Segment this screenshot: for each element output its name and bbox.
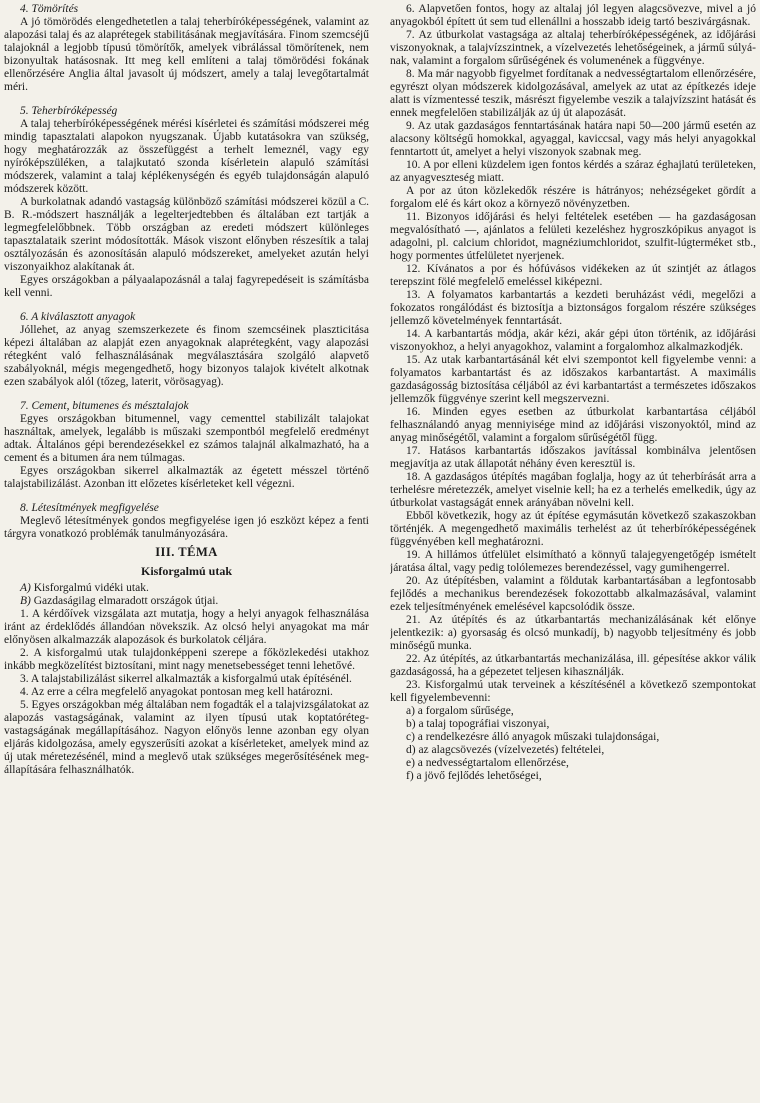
theme-item-a (4, 582, 369, 595)
list-item-c: c) a rendelkezésre álló anyagok műszaki tulajdonságai, (406, 731, 660, 743)
section-4-heading: 4. Tömörítés (20, 3, 79, 15)
numbered-paragraph-17: 17. Hatásos karbantartás időszakos javítással kombinálva jelentősen megjavítja az utak állapotát néhány éven keresztül is. (390, 445, 756, 470)
section-7-paragraph-1: Egyes országokban bitumennel, vagy cementtel stabilizált talajokat használtak, amelyek, legalább is műszaki szempontból megfelelő eredményt adtak. Általános gépi berendezésekkel ez számos talajnál alkalmazható, ha a cement és a bitumen ára nem túlmagas. (4, 413, 369, 464)
numbered-paragraph-4: 4. Az erre a célra megfelelő anyagokat pontosan meg kell határozni. (20, 686, 333, 698)
paragraph-10-continuation: A por az úton közlekedők részére is hátrányos; nehézségeket gördít a forgalom elé és kárt okoz a környező növényzetben. (390, 185, 756, 210)
right-column (390, 3, 756, 1103)
numbered-paragraph-2: 2. A kisforgalmú utak tulajdonképpeni szerepe a főközlekedési utakhoz inkább megközelítést biztosítani, mint nagy menetsebességet tenni lehetővé. (4, 647, 369, 672)
theme-item-b (4, 595, 369, 608)
section-5-paragraph-1: A talaj teherbíróképességének mérési kísérletei és számítási módszerei még mindig tapasztalati alapokon nyugszanak. Újabb kutatásokra van szükség, hogy meghatározzák az összefüggést a terhelt lemeznél, vagy egy nyíróképszüléken, a talajkutató szonda kísérletein alapuló számítási módszerek, valamint a talaj képlékenységén és egyéb tulajdonságán alapuló módszerek között. (4, 118, 369, 195)
numbered-paragraph-8: 8. Ma már nagyobb figyelmet fordítanak a nedvességtartalom ellenőrzésére, egyrészt olyan módszerek kidolgozásával, amelyek az utat az építkezés ideje alatt is vízmentessé teszik, másrészt figyelembe veszik a talajvízszint hatását és ennek megfelelően stabilizálják az új út alapozását. (390, 68, 756, 119)
list-item-f: f) a jövő fejlődés lehetőségei, (406, 770, 542, 782)
numbered-paragraph-1: 1. A kérdőívek vizsgálata azt mutatja, hogy a helyi anyagok felhasználása iránt az érdeklődés állandóan növekszik. Az olcsó helyi anyagokat ma már előnyösen alkalmazzák alapozások és burkolatok céljára. (4, 608, 369, 646)
numbered-paragraph-7: 7. Az útburkolat vastagsága az altalaj teherbíróképességének, az időjárási viszonyoknak, a talajvízszintnek, a vízelvezetés lehetőségeinek, a jármű súlyának, valamint a forgalom sűrűségének és volumenének a függvénye. (390, 29, 756, 67)
numbered-paragraph-12: 12. Kívánatos a por és hófúvásos vidékeken az út szintjét az átlagos terepszint fölé megfelelő emeléssel kiképezni. (390, 263, 756, 288)
theme-item-a-label: A) (20, 582, 31, 594)
left-column (4, 3, 369, 1103)
numbered-paragraph-15: 15. Az utak karbantartásánál két elvi szempontot kell figyelembe venni: a folyamatos karbantartást és az időszakos karbantartást. A maximális gazdaságosság biztosítása céljából az évi karbantartást a természetes időszakos jellemzők függvénye szerint kell megszervezni. (390, 354, 756, 405)
list-item-b: b) a talaj topográfiai viszonyai, (406, 718, 550, 730)
theme-item-b-text: Gazdaságilag elmaradott országok útjai. (33, 595, 219, 607)
numbered-paragraph-22: 22. Az útépítés, az útkarbantartás mechanizálása, ill. gépesítése akkor válik gazdaságossá, ha a gépezetet teljesen kihasználják. (390, 653, 756, 678)
theme-item-b-label: B) (20, 595, 31, 607)
numbered-paragraph-20: 20. Az útépítésben, valamint a földutak karbantartásában a legfontosabb fejlődés a mechanikus berendezések fokozottabb alkalmazásával, valamint ezek teljesítményének emelésével kapcsolódik össze. (390, 575, 756, 613)
paragraph-18-continuation: Ebből következik, hogy az út építése egymásután következő szakaszokban történjék. A megengedhető maximális terhelést az út teherbíróképességének függvényében kell meghatározni. (390, 510, 756, 548)
numbered-paragraph-16: 16. Minden egyes esetben az útburkolat karbantartása céljából felhasználandó anyag menniyisége mind az időjárási viszonyoktól, mind az anyag minőségétől, valamint a forgalom sűrűségétől függ. (390, 406, 756, 444)
section-6-heading: 6. A kiválasztott anyagok (20, 311, 136, 323)
section-5-paragraph-2: A burkolatnak adandó vastagság különböző számítási módszerei közül a C. B. R.-módszert használják a legelterjedtebben és általában ezt tartják a legmegfelelőbbnek. Több országban az eredeti módszert különleges tapasztalataik szerint módosították. Mások viszont előnyben részesítik a talaj osztályozásán és azonosításán alapuló módszereket, amelyeket azután helyi viszonyaikhoz alakítanak át. (4, 196, 369, 273)
numbered-paragraph-18: 18. A gazdaságos útépítés magában foglalja, hogy az út teherbírását arra a terhelésre méretezzék, amelyet viselnie kell; ha ez a terhelés emelkedik, úgy az útburkolat vastagságát ennek arányában növelni kell. (390, 471, 756, 509)
numbered-paragraph-9: 9. Az utak gazdaságos fenntartásának határa napi 50—200 jármű esetén az alacsony költségű homokkal, agyaggal, kaviccsal, vagy más helyi anyagokkal fenntartott út, amelyet a helyi viszonyok szabnak meg. (390, 120, 756, 158)
numbered-paragraph-23: 23. Kisforgalmú utak terveinek a készítésénél a következő szempontokat kell figyelembevenni: (390, 679, 756, 704)
numbered-paragraph-13: 13. A folyamatos karbantartás a kezdeti beruházást védi, megelőzi a fokozatos rongálódást és biztosítja a biztonságos forgalom részére szükséges jellemző követelmények fenntartását. (390, 289, 756, 327)
section-7-paragraph-2: Egyes országokban sikerrel alkalmazták az égetett mésszel történő talajstabilizálást. Azonban itt előzetes kísérleteket kell végezni. (4, 465, 369, 490)
numbered-paragraph-6: 6. Alapvetően fontos, hogy az altalaj jól legyen alagcsövezve, mivel a jó anyagokból épített út sem tud ellenállni a hosszabb ideig tartó beszivárgásnak. (390, 3, 756, 28)
theme-subtitle: Kisforgalmú utak (140, 564, 232, 578)
theme-item-a-text: Kisforgalmú vidéki utak. (33, 582, 149, 594)
numbered-paragraph-11: 11. Bizonyos időjárási és helyi feltételek esetében — ha gazdaságosan megvalósítható —, ajánlatos a felületi kezeléshez hygroszkópikus anyagot is adagolni, pl. calcium chloridot, magnéziumchloridot, szulfit-lúgterméket stb., hogy pormentes útfelületet nyerjenek. (390, 211, 756, 262)
list-item-a: a) a forgalom sűrűsége, (406, 705, 514, 717)
list-item-e: e) a nedvességtartalom ellenőrzése, (406, 757, 569, 769)
numbered-paragraph-3: 3. A talajstabilizálást sikerrel alkalmazták a kisforgalmú utak építésénél. (20, 673, 352, 685)
section-7-heading: 7. Cement, bitumenes és mésztalajok (20, 400, 189, 412)
section-8-paragraph: Meglevő létesítmények gondos megfigyelése igen jó eszközt képez a fenti tárgyra vonatkozó problémák tanulmányozására. (4, 515, 369, 540)
numbered-paragraph-10: 10. A por elleni küzdelem igen fontos kérdés a száraz éghajlatú területeken, az anyagveszteség miatt. (390, 159, 756, 184)
theme-heading: III. TÉMA (155, 545, 218, 559)
numbered-paragraph-5: 5. Egyes országokban még általában nem fogadták el a talajvizsgálatokat az alapozás vastagságának, valamint az ilyen típusú utak koptatóréteg-vastagságának megállapításához. Nagyon előnyös lenne azonban egy olyan eljárás kidolgozása, amely egyszerűsíti azokat a kísérleteket, amelyek mind az új utak méretezésénél, mind a meglevő utak szükséges megerősítésének megállapítására felhasználhatók. (4, 699, 369, 776)
section-4-paragraph: A jó tömörödés elengedhetetlen a talaj teherbíróképességének, valamint az alapozási talaj és az alaprétegek stabilitásának megjavítására. Finom szemcséjű talajoknál a legjobb típusú tömörítők, amelyek vibrálással tömörítenek, nem bizonyultak hatásosnak. Itt meg kell említeni a talaj tömörödési fokának ellenőrzésére Anglia által javasolt új módszert, amely a talaj levegőtartalmát méri. (4, 16, 369, 93)
numbered-paragraph-14: 14. A karbantartás módja, akár kézi, akár gépi úton történik, az időjárási viszonyokhoz, a helyi anyagokhoz, valamint a forgalomhoz alkalmazkodjék. (390, 328, 756, 353)
section-5-paragraph-3: Egyes országokban a pályaalapozásnál a talaj fagyrepedéseit is számításba kell venni. (4, 274, 369, 299)
section-5-heading: 5. Teherbíróképesség (20, 105, 118, 117)
section-6-paragraph: Jóllehet, az anyag szemszerkezete és finom szemcséinek plaszticitása képezi általában az alapját ezen anyagoknak alaprétegként, vagy alapozási rétegként való felhasználásának megválasztására szolgáló alapvető szabályoknál, mégis megengedhető, hogy bizonyos talajok kivételt alkotnak ezen szabályok alól (tőzeg, laterit, vörösagyag). (4, 324, 369, 388)
section-8-heading: 8. Létesítmények megfigyelése (20, 502, 159, 514)
list-item-d: d) az alagcsövezés (vízelvezetés) feltételei, (406, 744, 605, 756)
numbered-paragraph-19: 19. A hillámos útfelület elsimítható a könnyű talajegyengetőgép ismételt járatása által, vagy pedig tolólemezes berendezéssel, vagy gumihengerrel. (390, 549, 756, 574)
numbered-paragraph-21: 21. Az útépítés és az útkarbantartás mechanizálásának két előnye jelentkezik: a) gyorsaság és olcsó munkadíj, b) nagyobb teljesítmény és jobb minőségű munka. (390, 614, 756, 652)
